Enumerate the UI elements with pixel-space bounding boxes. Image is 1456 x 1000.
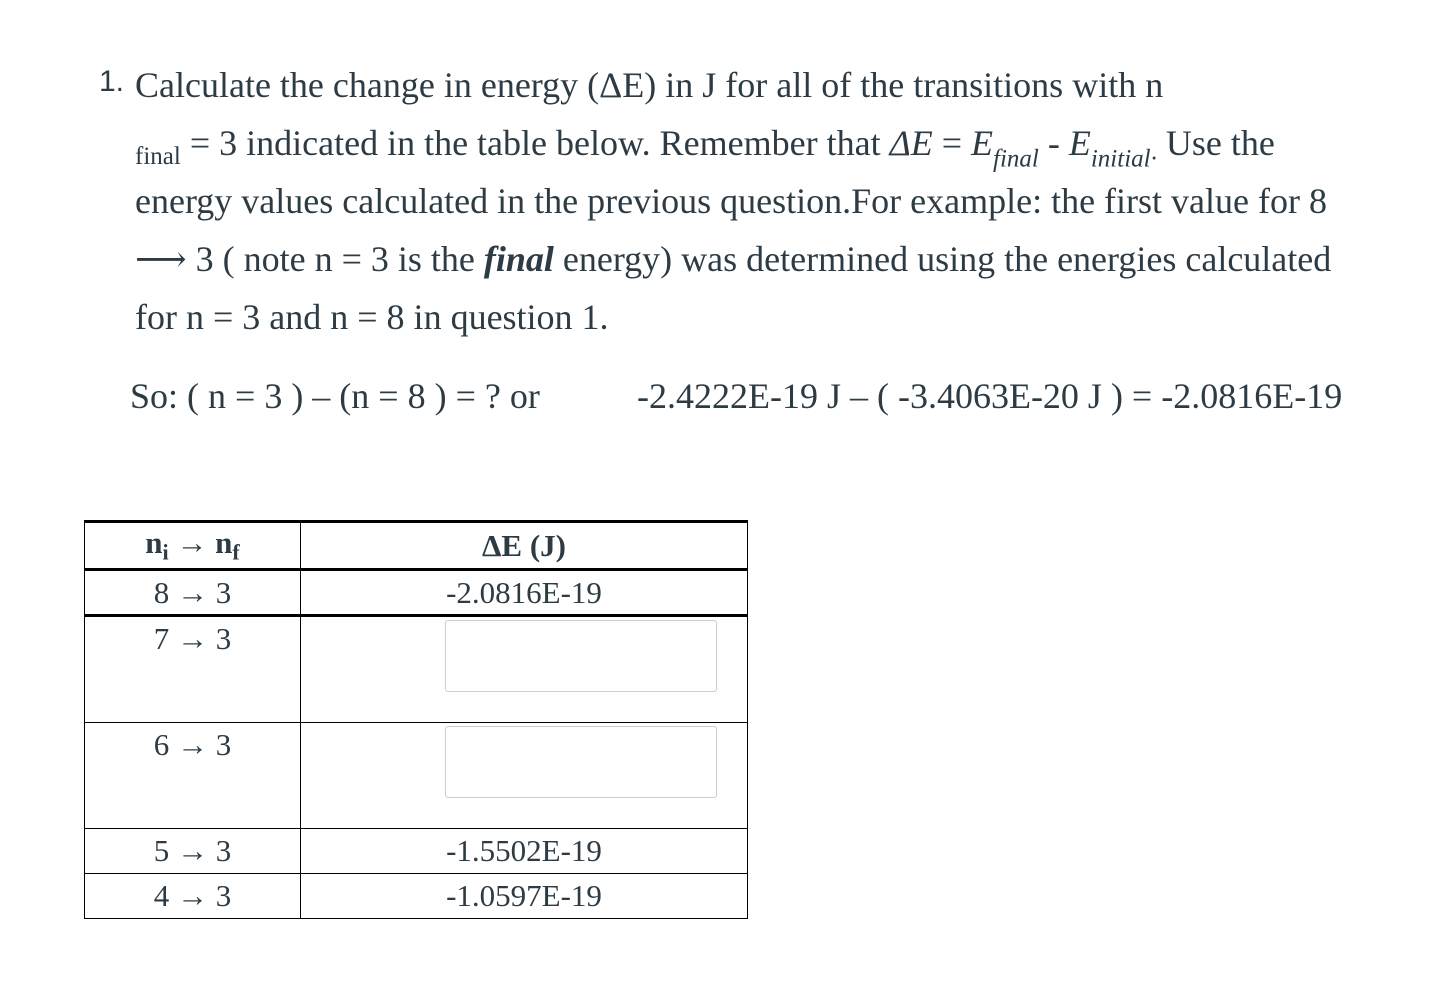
header-sub-f: f [232,539,240,565]
minus-sign: - [1038,123,1069,163]
transition-cell: 4 → 3 [85,874,301,919]
delta-e-symbol: ΔE [889,123,933,163]
question-line-3: energy values calculated in the previous question.For example: the first value for 8 [135,181,1327,221]
transition-cell [85,723,301,829]
question-line-5: for n = 3 and n = 8 in question 1. [135,297,609,337]
question-line-4-text-a: ⟶ 3 ( note n = 3 is the [135,239,484,279]
table-row [85,616,748,723]
table-row [85,723,748,829]
transition-cell [85,616,301,723]
header-arrow: → [168,525,216,561]
header-transition [85,522,301,570]
question-line-2 [135,121,1275,181]
table-row [85,829,748,874]
energy-table [84,520,748,919]
question-number: 1. [99,65,125,98]
table-header-row [85,522,748,570]
e-final-subscript: final [993,145,1039,173]
delta-e-cell: -1.0597E-19 [301,874,748,919]
question-line-2-text-a: = 3 indicated in the table below. Remember that [180,123,890,163]
transition-label: 7 → 3 [153,621,232,656]
delta-e-cell: -1.5502E-19 [301,829,748,874]
delta-e-cell: -2.0816E-19 [301,570,748,616]
transition-cell: 8 → 3 [85,570,301,616]
subscript-final: final [135,142,181,170]
e-initial-symbol: E [1068,123,1091,163]
example-equation-right: -2.4222E-19 J – ( -3.4063E-20 J ) = -2.0816E-19 [637,376,1343,416]
header-n-initial: n [145,525,163,561]
answer-input-7-3[interactable] [445,620,717,692]
e-initial-subscript: initial· [1090,145,1157,173]
table-row [85,570,748,616]
transition-label: 6 → 3 [153,727,232,762]
question-line-4 [135,237,1331,281]
example-equation-left: So: ( n = 3 ) – (n = 8 ) = ? or [130,376,540,416]
delta-e-cell [301,616,748,723]
header-sub-i: i [162,539,169,565]
question-line-4-text-b: energy) was determined using the energies calculated [553,239,1332,279]
header-delta-e: ΔE (J) [301,522,748,570]
final-emphasis: final [483,239,554,279]
e-final-symbol: E [971,123,994,163]
header-n-final: n [215,525,233,561]
equals-sign: = [932,123,972,163]
table-row [85,874,748,919]
answer-input-6-3[interactable] [445,726,717,798]
question-line-2-text-d: Use the [1156,123,1275,163]
transition-cell: 5 → 3 [85,829,301,874]
delta-e-cell [301,723,748,829]
question-line-1: Calculate the change in energy (ΔE) in J for all of the transitions with n [135,65,1164,105]
